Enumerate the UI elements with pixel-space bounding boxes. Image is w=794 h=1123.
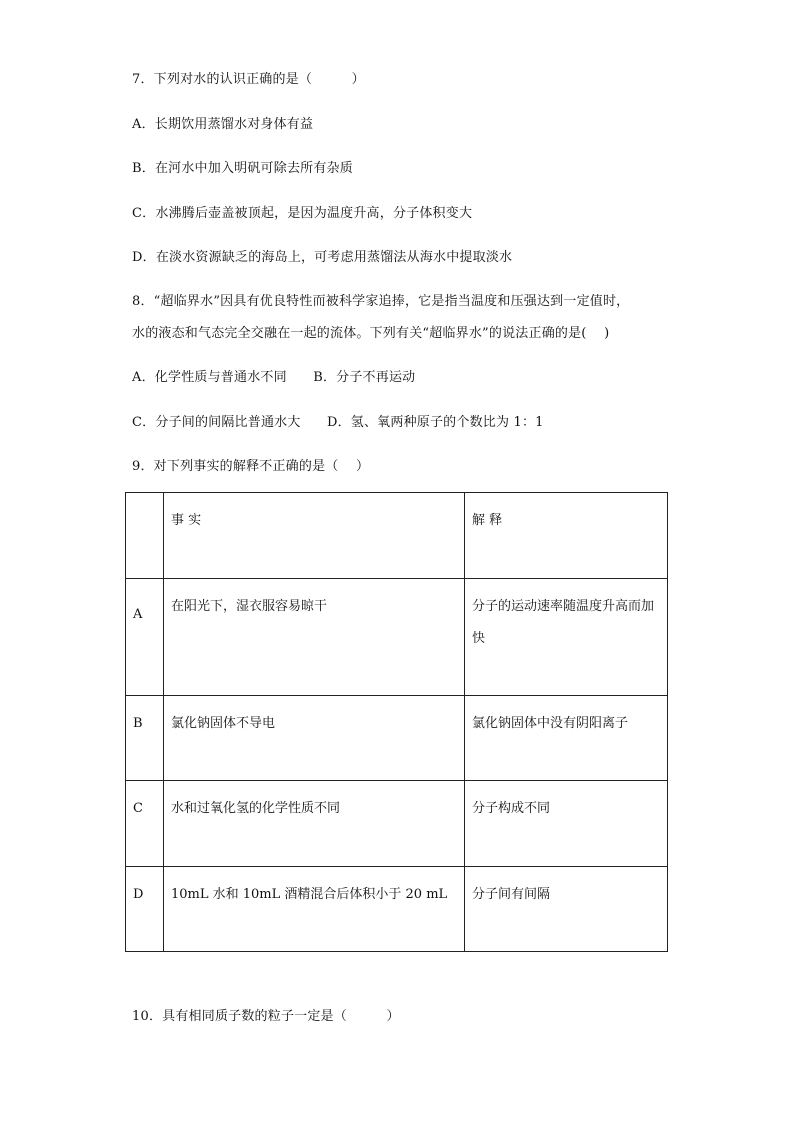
- table-row: [126, 579, 668, 696]
- row-explanation: 分子的运动速率随温度升高而加快: [465, 579, 668, 696]
- q10-stem: 10．具有相同质子数的粒子一定是（ ）: [132, 1009, 400, 1024]
- table-header-fact: 事 实: [164, 493, 465, 579]
- q8-options-line2: C．分子间的间隔比普通水大 D．氢、氧两种原子的个数比为 1：1: [132, 415, 544, 430]
- row-key: B: [133, 716, 143, 731]
- row-fact: 水和过氧化氢的化学性质不同: [164, 781, 465, 867]
- row-key: A: [133, 607, 143, 622]
- row-explanation: 分子间有间隔: [465, 867, 668, 952]
- q8-stem-line1: 8．“超临界水”因具有优良特性而被科学家追捧，它是指当温度和压强达到一定值时，: [132, 294, 630, 309]
- table-row: [126, 696, 668, 781]
- q7-option-b: B．在河水中加入明矾可除去所有杂质: [132, 161, 353, 176]
- q7-option-a: A．长期饮用蒸馏水对身体有益: [132, 117, 314, 132]
- q7-option-c: C．水沸腾后壶盖被顶起，是因为温度升高，分子体积变大: [132, 206, 473, 221]
- q9-table: [125, 492, 668, 952]
- row-key: D: [133, 887, 144, 902]
- table-header-row: [126, 493, 668, 579]
- row-fact: 氯化钠固体不导电: [164, 696, 465, 781]
- row-fact: 10mL 水和 10mL 酒精混合后体积小于 20 mL: [164, 867, 465, 952]
- row-fact: 在阳光下，湿衣服容易晾干: [164, 579, 465, 696]
- table-row: [126, 867, 668, 952]
- table-row: [126, 781, 668, 867]
- row-key: C: [133, 801, 143, 816]
- row-explanation: 氯化钠固体中没有阴阳离子: [465, 696, 668, 781]
- row-explanation: 分子构成不同: [465, 781, 668, 867]
- q8-stem-line2: 水的液态和气态完全交融在一起的流体。下列有关“超临界水”的说法正确的是( ): [132, 326, 610, 341]
- q7-stem: 7．下列对水的认识正确的是（ ）: [132, 72, 365, 87]
- q9-stem: 9．对下列事实的解释不正确的是（ ）: [132, 459, 370, 474]
- q7-option-d: D．在淡水资源缺乏的海岛上，可考虑用蒸馏法从海水中提取淡水: [132, 250, 513, 265]
- table-header-key: [126, 493, 164, 579]
- q8-options-line1: A．化学性质与普通水不同 B．分子不再运动: [132, 370, 416, 385]
- table-header-explanation: 解 释: [465, 493, 668, 579]
